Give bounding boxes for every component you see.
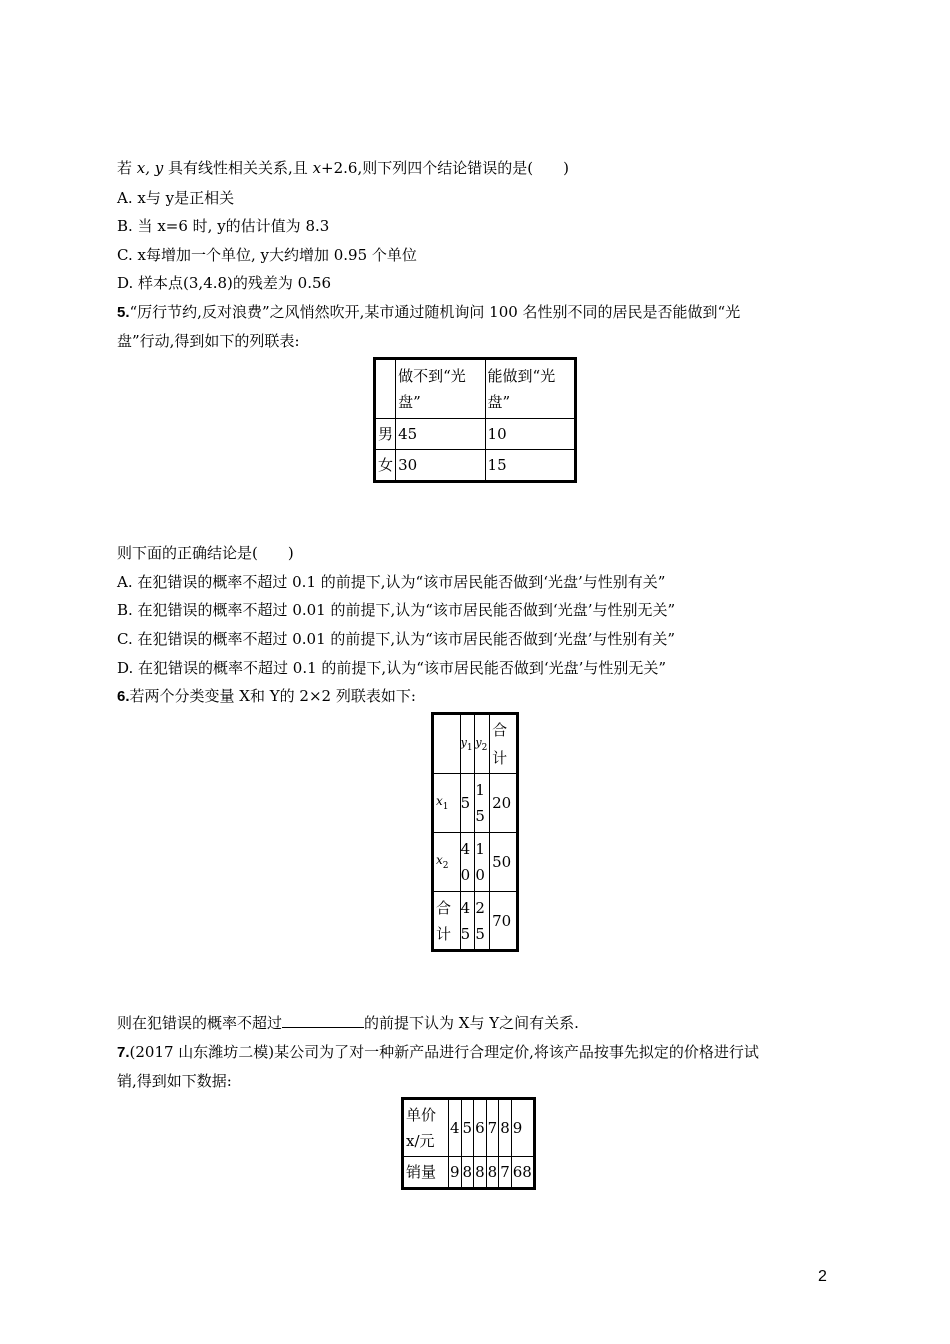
q5-row-female-cannot: 30	[396, 450, 485, 482]
q5-contingency-table	[373, 357, 577, 483]
q4-option-c: C. x每增加一个单位, y大约增加 0.95 个单位	[117, 246, 417, 264]
q5-row-female-can: 15	[485, 450, 575, 482]
q7-row-price-label: 单价 x/元	[403, 1099, 449, 1157]
q6-cell-x1-total: 20	[490, 774, 518, 833]
q6-cell-x1-y1: 5	[460, 774, 475, 833]
q5-number: 5.	[117, 304, 130, 321]
q5-question: 则下面的正确结论是( )	[117, 544, 294, 562]
q5-row-male-can: 10	[485, 419, 575, 450]
q7-sales-cell: 8	[461, 1157, 474, 1189]
q7-price-cell: 6	[474, 1099, 487, 1157]
q6-cell-x2-y2: 10	[475, 833, 490, 892]
q6-row-x2-label: $x_2$	[433, 833, 461, 892]
q7-sales-cell: 8	[486, 1157, 499, 1189]
q5-row-male-label: 男	[375, 419, 396, 450]
q6-row-x1-label: $x_1$	[433, 774, 461, 833]
q4-option-a: A. x与 y是正相关	[117, 189, 235, 207]
q7-sales-cell: 7	[499, 1157, 512, 1189]
q7-stem-line2: 销,得到如下数据:	[117, 1072, 232, 1090]
q7-price-cell: 9	[511, 1099, 534, 1157]
q6-header-blank	[433, 714, 461, 774]
q7-stem-line1: 7.(2017 山东潍坊二模)某公司为了对一种新产品进行合理定价,将该产品按事先拟定的价格进行试	[117, 1043, 759, 1061]
q6-cell-total-y1: 45	[460, 892, 475, 951]
q7-price-cell: 8	[499, 1099, 512, 1157]
q6-answer-line: 则在犯错误的概率不超过 的前提下认为 X与 Y之间有关系.	[117, 1014, 579, 1032]
q4-stem: 若 x, y 具有线性相关关系,且 x+2.6,则下列四个结论错误的是( )	[117, 159, 569, 177]
q5-header-blank	[375, 359, 396, 419]
page-number: 2	[818, 1268, 827, 1285]
q6-header-y2: $y_2$	[475, 714, 490, 774]
q5-row-male-cannot: 45	[396, 419, 485, 450]
q6-cell-x2-y1: 40	[460, 833, 475, 892]
q7-sales-cell: 8	[474, 1157, 487, 1189]
q7-row-sales-label: 销量	[403, 1157, 449, 1189]
q5-header-can: 能做到“光盘”	[485, 359, 575, 419]
q6-number: 6.	[117, 688, 130, 705]
q4-option-d: D. 样本点(3,4.8)的残差为 0.56	[117, 274, 332, 292]
q5-header-cannot: 做不到“光盘”	[396, 359, 485, 419]
q6-stem: 6.若两个分类变量 X和 Y的 2×2 列联表如下:	[117, 687, 416, 705]
q7-price-cell: 4	[449, 1099, 462, 1157]
q7-price-sales-table	[401, 1097, 536, 1190]
q4-option-b: B. 当 x=6 时, y的估计值为 8.3	[117, 217, 330, 235]
q6-row-total-label: 合计	[433, 892, 461, 951]
q5-row-female-label: 女	[375, 450, 396, 482]
q6-header-y1: $y_1$	[460, 714, 475, 774]
q6-cell-x1-y2: 15	[475, 774, 490, 833]
q6-cell-total-y2: 25	[475, 892, 490, 951]
q6-header-total: 合计	[490, 714, 518, 774]
q6-cell-grand-total: 70	[490, 892, 518, 951]
q5-stem-line1: 5.“厉行节约,反对浪费”之风悄然吹开,某市通过随机询问 100 名性别不同的居民是否能做到“光	[117, 303, 741, 321]
q7-sales-cell: 68	[511, 1157, 534, 1189]
q6-contingency-table	[431, 712, 519, 952]
q5-option-a: A. 在犯错误的概率不超过 0.1 的前提下,认为“该市居民能否做到‘光盘’与性别有关”	[117, 573, 666, 591]
q5-option-c: C. 在犯错误的概率不超过 0.01 的前提下,认为“该市居民能否做到‘光盘’与性别有关”	[117, 630, 676, 648]
q5-option-b: B. 在犯错误的概率不超过 0.01 的前提下,认为“该市居民能否做到‘光盘’与性别无关”	[117, 601, 676, 619]
q7-sales-cell: 9	[449, 1157, 462, 1189]
q7-price-cell: 7	[486, 1099, 499, 1157]
q5-stem-line2: 盘”行动,得到如下的列联表:	[117, 332, 300, 350]
q7-price-cell: 5	[461, 1099, 474, 1157]
q5-option-d: D. 在犯错误的概率不超过 0.1 的前提下,认为“该市居民能否做到‘光盘’与性别无关”	[117, 659, 667, 677]
q6-cell-x2-total: 50	[490, 833, 518, 892]
q6-answer-blank[interactable]	[282, 1013, 364, 1028]
q7-number: 7.	[117, 1044, 130, 1061]
